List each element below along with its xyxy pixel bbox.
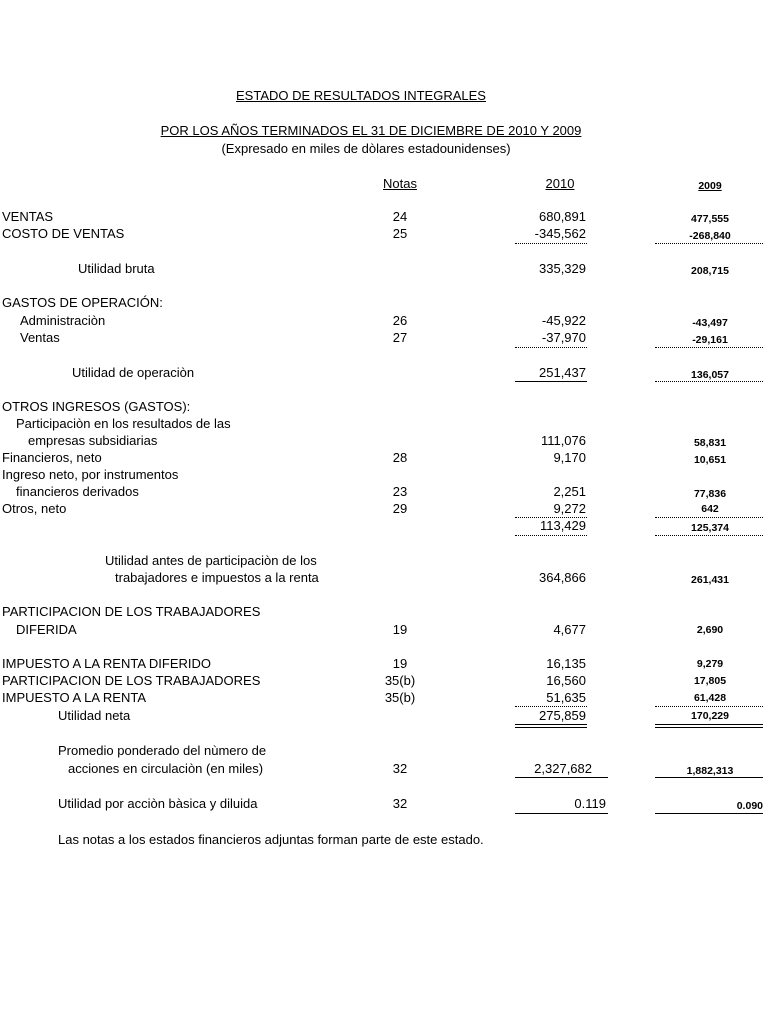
row-value-2010: 9,170 — [553, 450, 586, 465]
row-note: 35(b) — [384, 673, 416, 688]
row-value-2010: 113,429 — [539, 518, 586, 533]
row-value-2010: 364,866 — [539, 570, 586, 585]
row-label: Utilidad antes de participaciòn de los — [105, 553, 317, 568]
row-label: PARTICIPACION DE LOS TRABAJADORES — [2, 673, 261, 688]
row-note: 27 — [392, 330, 408, 345]
year-2009-column-header: 2009 — [698, 180, 722, 192]
row-label: Otros, neto — [2, 501, 67, 516]
subtotal-rule — [655, 347, 763, 348]
row-value-2010: 16,135 — [546, 656, 586, 671]
row-value-2009: 17,805 — [693, 675, 727, 687]
row-value-2010: 4,677 — [553, 622, 586, 637]
row-value-2009: 208,715 — [691, 265, 729, 277]
row-note: 26 — [392, 313, 408, 328]
double-rule — [515, 724, 587, 725]
double-rule — [515, 727, 587, 728]
total-rule — [655, 813, 763, 814]
row-label: DIFERIDA — [16, 622, 77, 637]
row-note: 19 — [392, 656, 408, 671]
row-note: 19 — [392, 622, 408, 637]
row-label: trabajadores e impuestos a la renta — [115, 570, 319, 585]
subtotal-rule — [515, 535, 587, 536]
double-rule — [655, 724, 763, 725]
row-note: 25 — [392, 226, 408, 241]
row-label: Participaciòn en los resultados de las — [16, 416, 231, 431]
total-rule — [515, 381, 587, 382]
row-value-2009: 642 — [701, 503, 719, 515]
row-value-2009: 0.090 — [736, 800, 763, 812]
row-value-2010: 16,560 — [546, 673, 586, 688]
row-label: Ingreso neto, por instrumentos — [2, 467, 179, 482]
row-value-2010: 2,327,682 — [534, 761, 592, 776]
row-value-2009: -43,497 — [692, 317, 728, 329]
row-note: 35(b) — [384, 690, 416, 705]
subtotal-rule — [515, 243, 587, 244]
notes-column-header: Notas — [383, 176, 417, 191]
currency-note: (Expresado en miles de dòlares estadounidenses) — [221, 141, 511, 156]
section-heading: GASTOS DE OPERACIÓN: — [2, 295, 163, 310]
row-label: Utilidad por acciòn bàsica y diluida — [58, 796, 258, 811]
row-value-2009: 2,690 — [696, 624, 724, 636]
row-note: 32 — [392, 796, 408, 811]
row-label: empresas subsidiarias — [28, 433, 158, 448]
row-value-2009: 61,428 — [693, 692, 727, 704]
total-rule — [655, 381, 763, 382]
row-value-2010: 275,859 — [539, 708, 586, 723]
row-label: Financieros, neto — [2, 450, 102, 465]
row-label: acciones en circulaciòn (en miles) — [68, 761, 264, 776]
row-note: 32 — [392, 761, 408, 776]
subtotal-rule — [655, 243, 763, 244]
row-label: Promedio ponderado del nùmero de — [58, 743, 267, 758]
row-value-2010: 9,272 — [553, 501, 586, 516]
row-label: IMPUESTO A LA RENTA DIFERIDO — [2, 656, 212, 671]
row-value-2010: 335,329 — [539, 261, 586, 276]
subtotal-rule — [655, 706, 763, 707]
row-note: 24 — [392, 209, 408, 224]
double-rule — [655, 727, 763, 728]
row-label: COSTO DE VENTAS — [2, 226, 125, 241]
row-label: Utilidad neta — [58, 708, 131, 723]
year-2010-column-header: 2010 — [545, 176, 575, 191]
row-value-2009: 170,229 — [691, 710, 729, 722]
subtotal-rule — [655, 535, 763, 536]
row-value-2010: 2,251 — [553, 484, 586, 499]
row-value-2009: 261,431 — [691, 574, 729, 586]
row-value-2010: 51,635 — [546, 690, 586, 705]
row-label: Utilidad bruta — [78, 261, 155, 276]
row-value-2009: 58,831 — [693, 437, 727, 449]
row-value-2010: 111,076 — [540, 433, 586, 448]
row-label: Utilidad de operaciòn — [72, 365, 195, 380]
row-label: financieros derivados — [16, 484, 139, 499]
row-value-2010: 680,891 — [539, 209, 586, 224]
row-value-2009: -268,840 — [689, 230, 731, 242]
total-rule — [515, 777, 608, 778]
row-note: 29 — [392, 501, 408, 516]
row-value-2009: 125,374 — [691, 522, 729, 534]
row-label: PARTICIPACION DE LOS TRABAJADORES — [2, 604, 261, 619]
row-value-2010: -37,970 — [541, 330, 586, 345]
row-label: Administraciòn — [20, 313, 106, 328]
row-value-2009: 10,651 — [693, 454, 727, 466]
row-label: IMPUESTO A LA RENTA — [2, 690, 147, 705]
row-label: Ventas — [20, 330, 60, 345]
row-value-2010: -345,562 — [534, 226, 586, 241]
row-label: VENTAS — [2, 209, 54, 224]
total-rule — [655, 777, 763, 778]
row-note: 28 — [392, 450, 408, 465]
subtotal-rule — [655, 517, 763, 518]
total-rule — [515, 813, 608, 814]
row-value-2009: 1,882,313 — [686, 765, 734, 777]
row-value-2009: 136,057 — [691, 369, 729, 381]
section-heading: OTROS INGRESOS (GASTOS): — [2, 399, 191, 414]
row-value-2010: 0.119 — [574, 796, 606, 811]
row-value-2009: 9,279 — [696, 658, 724, 670]
row-value-2010: 251,437 — [539, 365, 586, 380]
row-value-2009: 477,555 — [691, 213, 729, 225]
statement-title: ESTADO DE RESULTADOS INTEGRALES — [236, 88, 486, 103]
subtotal-rule — [515, 706, 587, 707]
row-note: 23 — [392, 484, 408, 499]
statement-period: POR LOS AÑOS TERMINADOS EL 31 DE DICIEMBRE DE 2010 Y 2009 — [160, 123, 582, 138]
row-value-2010: -45,922 — [541, 313, 586, 328]
row-value-2009: 77,836 — [693, 488, 727, 500]
row-value-2009: -29,161 — [692, 334, 728, 346]
subtotal-rule — [515, 347, 587, 348]
footer-note: Las notas a los estados financieros adjuntas forman parte de este estado. — [58, 832, 484, 847]
